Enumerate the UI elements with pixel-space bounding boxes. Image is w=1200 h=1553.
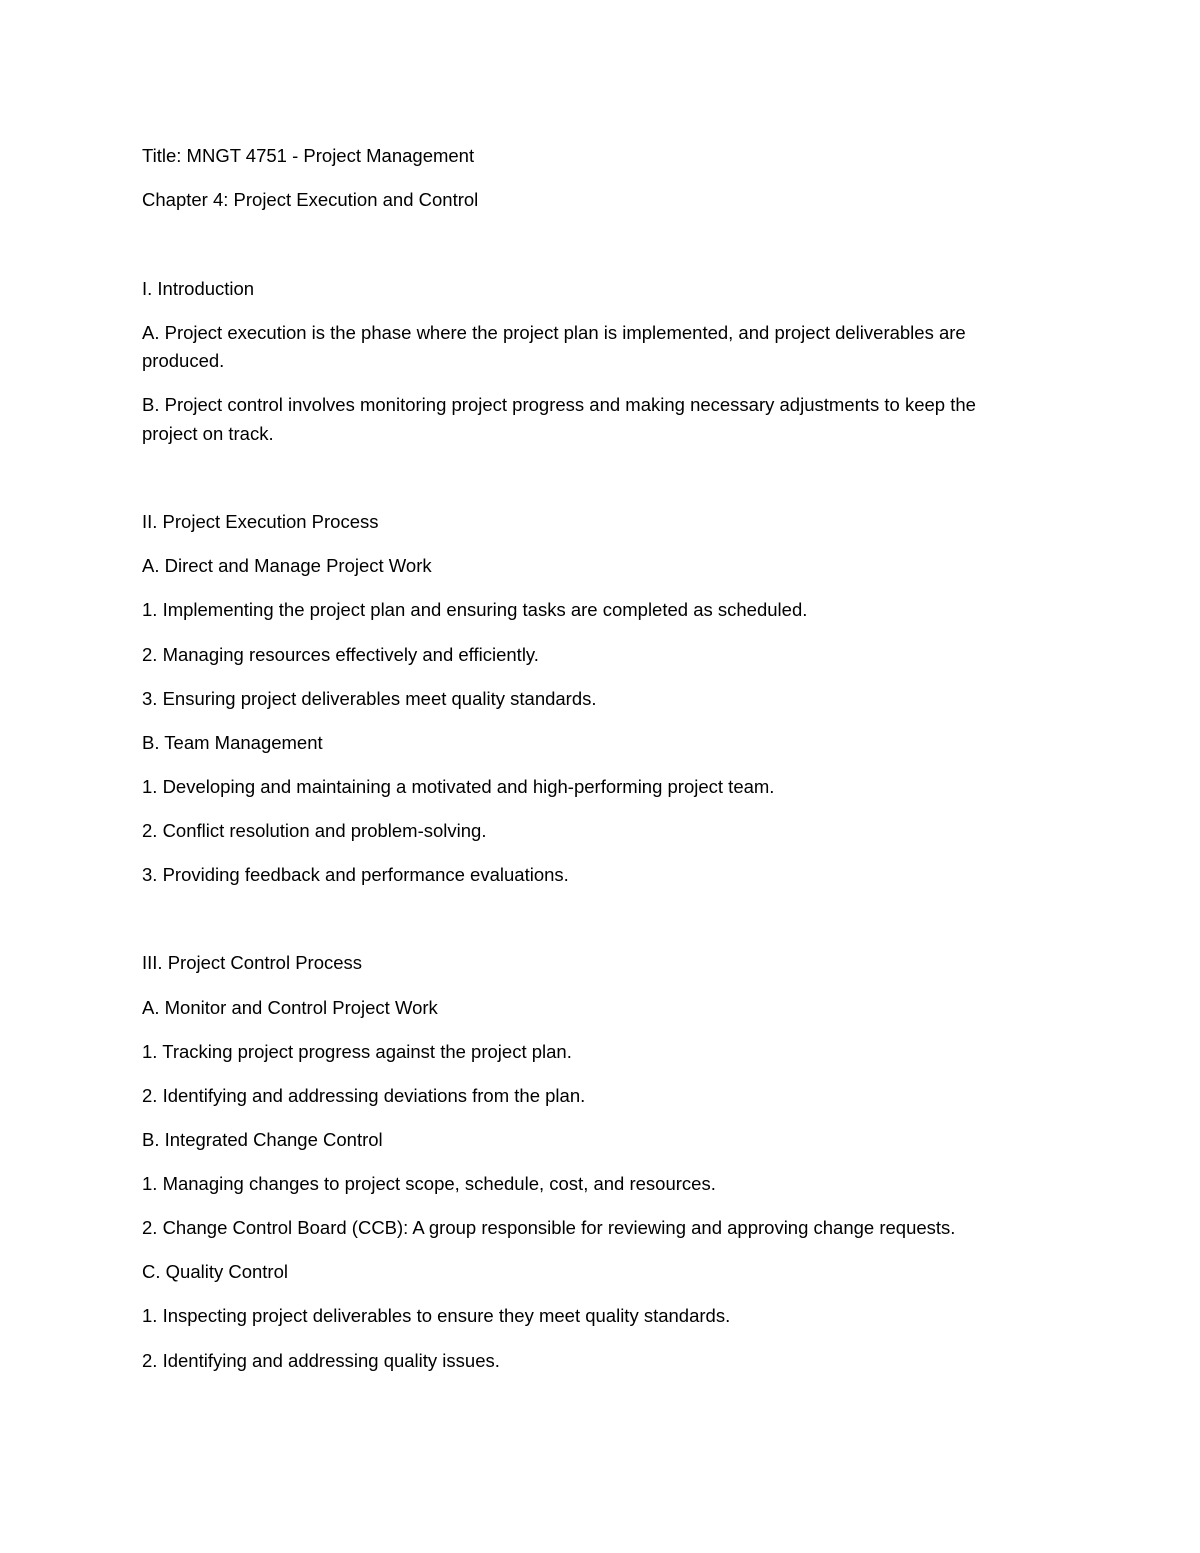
chapter-title: Chapter 4: Project Execution and Control [142, 189, 479, 210]
list-item: 3. Ensuring project deliverables meet quality standards. [142, 688, 597, 709]
intro-paragraph-a-line2: produced. [142, 350, 225, 371]
subsection-heading: B. Team Management [142, 732, 323, 753]
subsection-heading: C. Quality Control [142, 1261, 288, 1282]
list-item: 2. Managing resources effectively and efficiently. [142, 644, 539, 665]
section-heading-introduction: I. Introduction [142, 278, 255, 299]
intro-paragraph-a-line1: A. Project execution is the phase where the project plan is implemented, and project deliverables are [142, 322, 966, 343]
list-item: 1. Developing and maintaining a motivated and high-performing project team. [142, 776, 775, 797]
list-item: 1. Managing changes to project scope, schedule, cost, and resources. [142, 1173, 716, 1194]
subsection-heading: B. Integrated Change Control [142, 1129, 383, 1150]
list-item: 2. Change Control Board (CCB): A group responsible for reviewing and approving change requests. [142, 1217, 956, 1238]
intro-paragraph-b-line1: B. Project control involves monitoring project progress and making necessary adjustments to keep the [142, 394, 976, 415]
list-item: 1. Inspecting project deliverables to ensure they meet quality standards. [142, 1305, 731, 1326]
list-item: 2. Identifying and addressing quality issues. [142, 1350, 500, 1371]
subsection-heading: A. Monitor and Control Project Work [142, 997, 438, 1018]
intro-paragraph-b-line2: project on track. [142, 423, 274, 444]
section-heading-execution: II. Project Execution Process [142, 511, 379, 532]
subsection-heading: A. Direct and Manage Project Work [142, 555, 432, 576]
list-item: 1. Implementing the project plan and ensuring tasks are completed as scheduled. [142, 599, 808, 620]
document-title: Title: MNGT 4751 - Project Management [142, 145, 475, 166]
list-item: 1. Tracking project progress against the project plan. [142, 1041, 572, 1062]
list-item: 2. Identifying and addressing deviations from the plan. [142, 1085, 586, 1106]
list-item: 3. Providing feedback and performance evaluations. [142, 864, 569, 885]
list-item: 2. Conflict resolution and problem-solving. [142, 820, 487, 841]
section-heading-control: III. Project Control Process [142, 952, 363, 973]
